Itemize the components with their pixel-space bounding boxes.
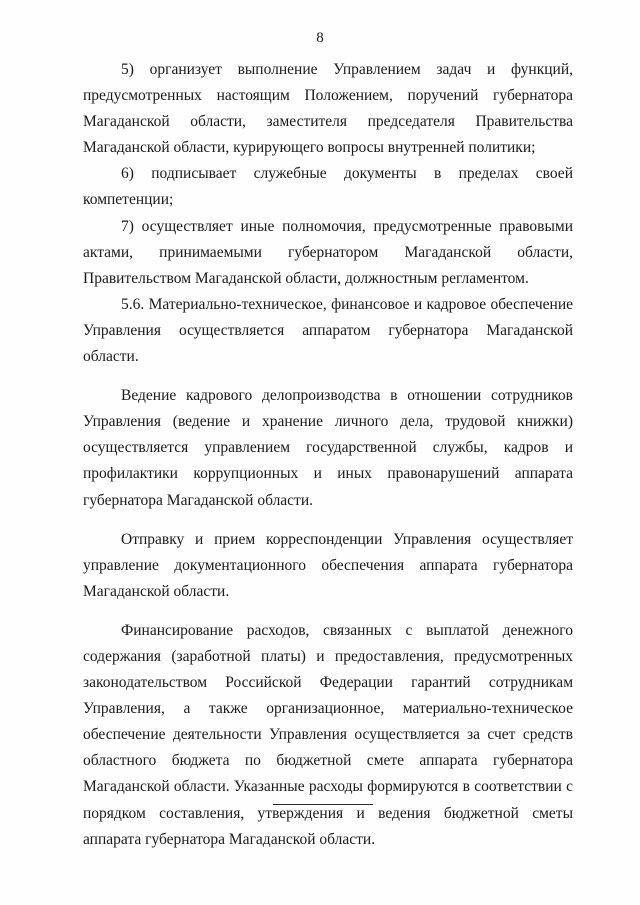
paragraph-correspondence: Отправку и прием корреспонденции Управления осуществляет управление документационного обеспечения аппарата губернатора Магаданской области. <box>83 530 573 600</box>
document-body <box>83 57 573 853</box>
paragraph-item-5: 5) организует выполнение Управлением задач и функций, предусмотренных настоящим Положением, поручений губернатора Магаданской области, заместителя председателя Правительства Магаданской области, курирующего вопросы внутренней политики; <box>83 61 573 157</box>
paragraph-personnel-records: Ведение кадрового делопроизводства в отношении сотрудников Управления (ведение и хранение личного дела, трудовой книжки) осуществляется управлением государственной службы, кадров и профилактики коррупционных и иных правонарушений аппарата губернатора Магаданской области. <box>83 387 573 509</box>
page-number: 8 <box>316 30 324 46</box>
end-of-document-rule <box>273 804 373 805</box>
paragraph-item-7: 7) осуществляет иные полномочия, предусмотренные правовыми актами, принимаемыми губернатором Магаданской области, Правительством Магаданской области, должностным регламентом. <box>83 217 573 287</box>
paragraph-section-5-6: 5.6. Материально-техническое, финансовое и кадровое обеспечение Управления осуществляется аппаратом губернатора Магаданской области. <box>83 295 573 366</box>
paragraph-item-6: 6) подписывает служебные документы в пределах своей компетенции; <box>83 165 573 209</box>
paragraph-financing: Финансирование расходов, связанных с выплатой денежного содержания (заработной платы) и предоставления, предусмотренных законодательством Российской Федерации гарантий сотрудникам Управления, а также организационное, материально-техническое обеспечение деятельности Управления осуществляется за счет средств областного бюджета по бюджетной смете аппарата губернатора Магаданской области. Указанные расходы формируются в соответствии с порядком составления, утверждения и ведения бюджетной сметы аппарата губернатора Магаданской области. <box>83 621 573 848</box>
